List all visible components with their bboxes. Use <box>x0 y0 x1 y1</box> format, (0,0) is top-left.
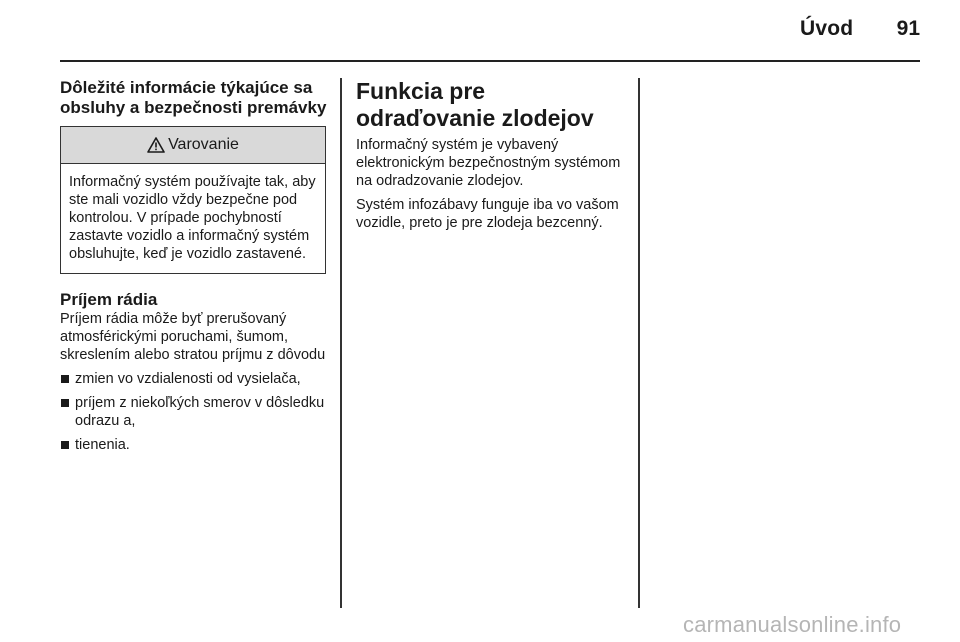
column-divider-left <box>340 78 342 608</box>
list-item-text: tienenia. <box>75 437 130 453</box>
radio-text: Príjem rádia môže byť prerušovaný atmosférickými poruchami, šumom, skreslením alebo stratou príjmu z dôvodu <box>60 311 326 363</box>
radio-section <box>60 290 328 454</box>
warning-text: Informačný systém používajte tak, aby ste mali vozidlo vždy bezpečne pod kontrolou. V prípade pochybností zastavte vozidlo a informačný systém obsluhujte, keď je vozidlo zastavené. <box>69 174 316 262</box>
middle-column <box>356 78 626 232</box>
anti-theft-paragraph-2: Systém infozábavy funguje iba vo vašom vozidle, preto je pre zlodeja bezcenný. <box>356 197 619 231</box>
list-item-text: zmien vo vzdialenosti od vysielača, <box>75 371 301 387</box>
square-bullet-icon <box>61 441 69 449</box>
radio-bullet-list <box>60 370 328 454</box>
header-rule <box>60 60 920 62</box>
page-header <box>0 0 960 62</box>
list-item-text: príjem z niekoľkých smerov v dôsledku odrazu a, <box>75 395 325 429</box>
section-title: Úvod <box>800 17 854 40</box>
square-bullet-icon <box>61 375 69 383</box>
anti-theft-heading: Funkcia pre odraďovanie zlodejov <box>356 78 594 131</box>
warning-box <box>60 126 326 274</box>
page-number: 91 <box>896 17 920 40</box>
warning-header <box>61 127 325 164</box>
square-bullet-icon <box>61 399 69 407</box>
list-item <box>60 370 328 388</box>
left-column <box>60 78 328 460</box>
list-item <box>60 436 328 454</box>
list-item <box>60 394 328 430</box>
radio-heading: Príjem rádia <box>60 290 158 309</box>
warning-label: Varovanie <box>168 136 239 153</box>
watermark: carmanualsonline.info <box>683 612 902 637</box>
column-divider-right <box>638 78 640 608</box>
warning-triangle-icon <box>147 137 165 153</box>
safety-heading: Dôležité informácie týkajúce sa obsluhy a bezpečnosti premávky <box>60 78 327 117</box>
anti-theft-paragraph-1: Informačný systém je vybavený elektronickým bezpečnostným systémom na odradzovanie zlodejov. <box>356 137 621 189</box>
